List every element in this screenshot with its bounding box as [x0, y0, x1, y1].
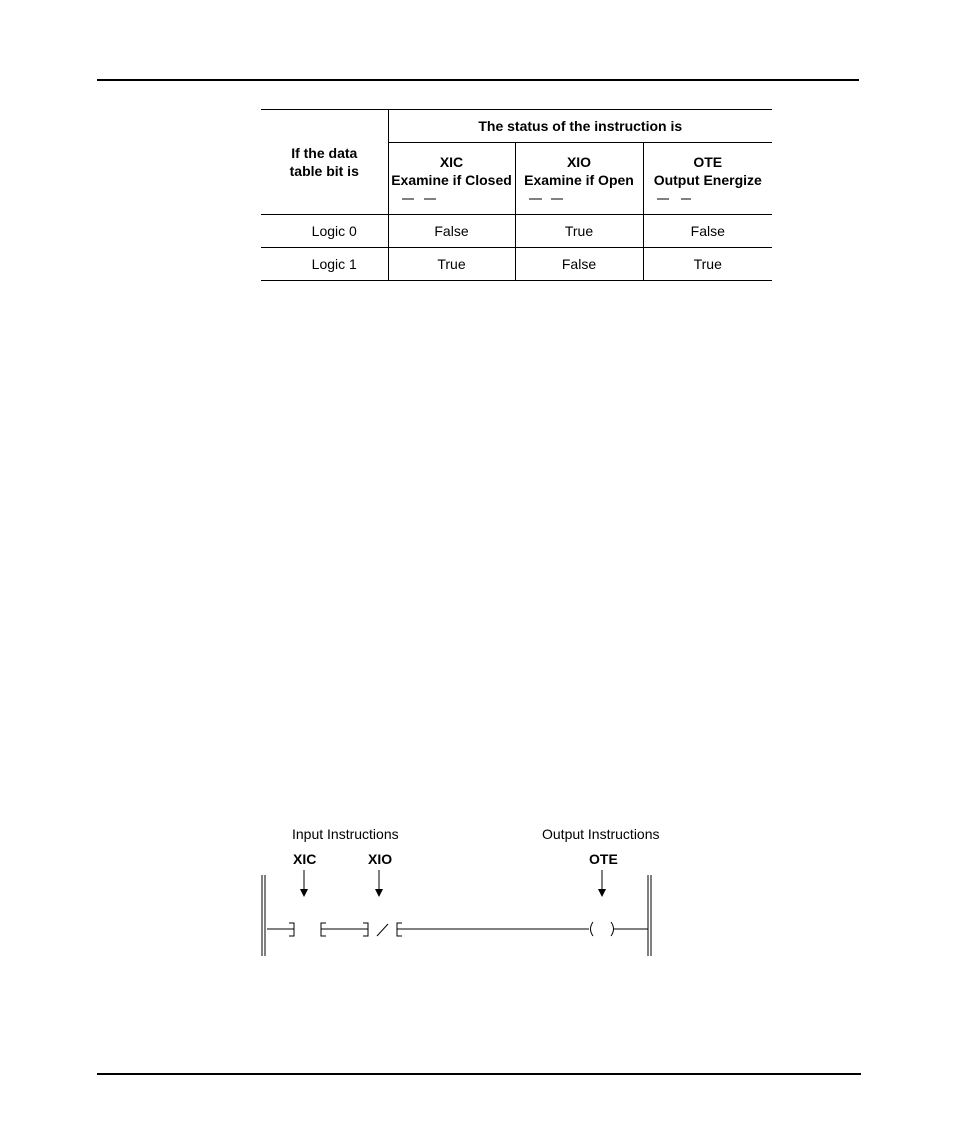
status-cell: True: [388, 248, 515, 281]
output-coil-icon: [591, 922, 614, 936]
xio-code: XIO: [566, 153, 592, 170]
xio-diagram-label: XIO: [368, 851, 393, 867]
ote-diagram-label: OTE: [589, 851, 618, 867]
ote-arrow-icon: [598, 870, 606, 897]
column-header-xic: [388, 143, 515, 215]
output-coil-icon: [644, 191, 704, 205]
xic-name: Examine if Closed: [391, 171, 512, 188]
table-group-header-row: [261, 110, 772, 143]
xio-arrow-icon: [375, 870, 383, 897]
status-cell: False: [515, 248, 643, 281]
status-cell: False: [388, 215, 515, 248]
ote-code: OTE: [693, 153, 723, 170]
instruction-status-table: [261, 109, 772, 281]
bit-label: Logic 1: [311, 256, 357, 272]
column-header-xio: [515, 143, 643, 215]
normally-closed-contact-icon: [363, 923, 402, 936]
status-cell: True: [515, 215, 643, 248]
bit-label: Logic 0: [311, 223, 357, 239]
input-instructions-label: Input Instructions: [292, 826, 399, 842]
bottom-rule: [97, 1073, 861, 1075]
xic-arrow-icon: [300, 870, 308, 897]
corner-header: [261, 110, 388, 215]
table-row: [261, 248, 772, 281]
top-rule: [97, 79, 859, 81]
left-power-rail: [262, 875, 265, 956]
corner-header-text: If the data table bit is: [289, 145, 359, 179]
status-cell: True: [643, 248, 772, 281]
output-instructions-label: Output Instructions: [542, 826, 660, 842]
group-header: The status of the instruction is: [388, 110, 772, 143]
ote-name: Output Energize: [653, 171, 762, 188]
normally-open-contact-icon: [389, 191, 449, 205]
table-row: [261, 215, 772, 248]
xic-diagram-label: XIC: [293, 851, 317, 867]
normally-closed-contact-icon: [516, 191, 576, 205]
xio-name: Examine if Open: [524, 171, 634, 188]
xic-code: XIC: [439, 153, 464, 170]
status-cell: False: [643, 215, 772, 248]
right-power-rail: [648, 875, 651, 956]
column-header-ote: [643, 143, 772, 215]
bit-cell: [261, 248, 388, 281]
bit-cell: [261, 215, 388, 248]
normally-open-contact-icon: [289, 923, 326, 936]
ladder-diagram: [255, 820, 675, 962]
